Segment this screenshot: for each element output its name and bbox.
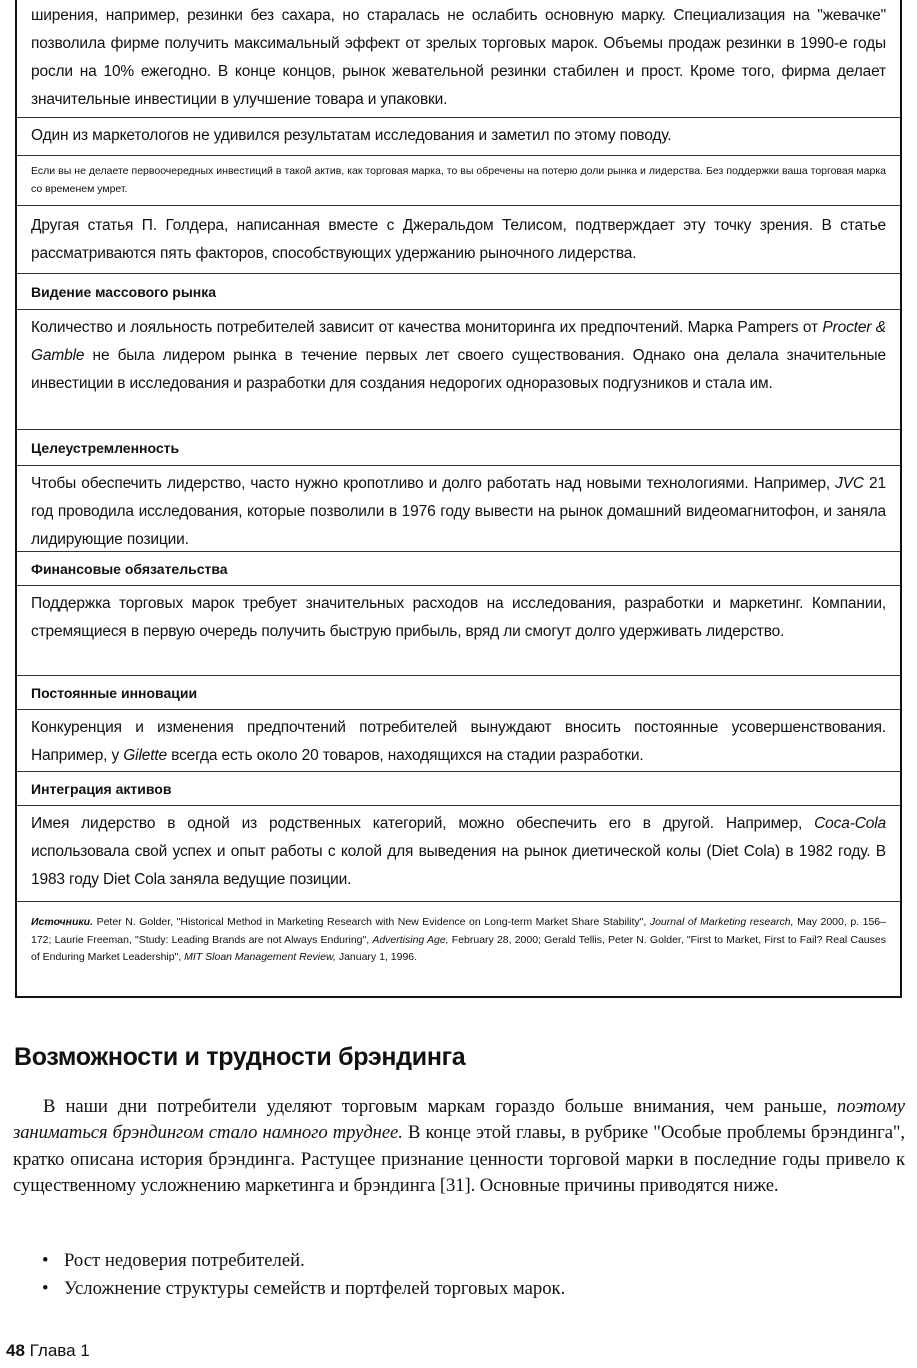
factor3-text-row [17, 586, 900, 676]
intro-row [17, 0, 900, 118]
list-item: • Рост недоверия потребителей. [40, 1247, 565, 1275]
factor-title: Финансовые обязательства [31, 561, 228, 577]
factor2-title-row [17, 430, 900, 466]
marketer-note: Один из маркетологов не удивился результатам исследования и заметил по этому поводу. [31, 127, 672, 144]
factor-text: Конкуренция и изменения предпочтений потребителей вынуждают вносить постоянные усовершенствования. Например, у Gilette всегда есть около 20 товаров, находящихся на стадии разработки. [31, 719, 886, 764]
marketer-note-row [17, 118, 900, 156]
factor4-text-row [17, 710, 900, 772]
factor-title: Целеустремленность [31, 440, 180, 456]
page-footer [6, 1340, 90, 1362]
factor4-title-row [17, 676, 900, 710]
quote-row [17, 156, 900, 206]
factor-text: Имея лидерство в одной из родственных категорий, можно обеспечить его в другой. Например, Coca-Cola использовала свой успех и опыт работы с колой для выведения на рынок диетической колы (Diet Cola) в 1982 году. В 1983 году Diet Cola заняла ведущие позиции. [31, 815, 886, 888]
sources-row [17, 902, 900, 996]
factor-title: Интеграция активов [31, 781, 172, 797]
factor-text: Количество и лояльность потребителей зависит от качества мониторинга их предпочтений. Марка Pampers от Procter & Gamble не была лидером рынка в течение первых лет своего существования. Однако она делала значительные инвестиции в исследования и разработки для создания недорогих одноразовых подгузников и стала им. [31, 319, 886, 392]
factor1-text-row [17, 310, 900, 430]
factor-title: Постоянные инновации [31, 685, 198, 701]
factor5-text-row [17, 806, 900, 902]
factor5-title-row [17, 772, 900, 806]
page-number: 48 [6, 1341, 25, 1360]
case-sidebar-box [15, 0, 902, 998]
intro-paragraph: ширения, например, резинки без сахара, но старалась не ослабить основную марку. Специализация на "жевачке" позволила фирме получить максимальный эффект от зрелых торговых марок. Объемы продаж резинки в 1990-е годы росли на 10% ежегодно. В конце концов, рынок жевательной резинки стабилен и прост. Кроме того, фирма делает значительные инвестиции в улучшение товара и упаковки. [31, 7, 886, 108]
factor-title: Видение массового рынка [31, 284, 217, 300]
sources-text: Источники. Peter N. Golder, "Historical Method in Marketing Research with New Evidence on Long-term Market Share Stability", Journal of Marketing research, May 2000, p. 156–172; Laurie Freeman, "Study: Leading Brands are not Always Enduring", Advertising Age, February 28, 2000; Gerald Tellis, Peter N. Golder, "First to Market, First to Fail? Real Causes of Enduring Market Leadership", MIT Sloan Management Review, January 1, 1996. [31, 916, 886, 963]
factor-text: Поддержка торговых марок требует значительных расходов на исследования, разработки и маркетинг. Компании, стремящиеся в первую очередь получить быструю прибыль, вряд ли смогут долго удерживать лидерство. [31, 595, 886, 640]
list-item: • Усложнение структуры семейств и портфелей торговых марок. [40, 1275, 565, 1303]
golder-row [17, 206, 900, 274]
factor1-title-row [17, 274, 900, 310]
reasons-list [40, 1247, 565, 1303]
factor2-text-row [17, 466, 900, 552]
section-heading: Возможности и трудности брэндинга [14, 1043, 466, 1071]
marketer-quote: Если вы не делаете первоочередных инвестиций в такой актив, как торговая марка, то вы обречены на потерю доли рынка и лидерства. Без поддержки ваша торговая марка со временем умрет. [31, 165, 886, 195]
golder-paragraph: Другая статья П. Голдера, написанная вместе с Джеральдом Телисом, подтверждает эту точку зрения. В статье рассматриваются пять факторов, способствующих удержанию рыночного лидерства. [31, 217, 886, 262]
factor-text: Чтобы обеспечить лидерство, часто нужно кропотливо и долго работать над новыми технологиями. Например, JVC 21 год проводила исследования, которые позволили в 1976 году вывести на рынок домашний видеомагнитофон, и заняла лидирующие позиции. [31, 475, 886, 548]
factor3-title-row [17, 552, 900, 586]
chapter-label: Глава 1 [29, 1341, 90, 1360]
section-paragraph: В наши дни потребители уделяют торговым маркам гораздо больше внимания, чем раньше, поэтому заниматься брэндингом стало намного труднее. В конце этой главы, в рубрике "Особые проблемы брэндинга", кратко описана история брэндинга. Растущее признание ценности торговой марки в последние годы привело к существенному усложнению маркетинга и брэндинга [31]. Основные причины приводятся ниже. [13, 1096, 906, 1197]
